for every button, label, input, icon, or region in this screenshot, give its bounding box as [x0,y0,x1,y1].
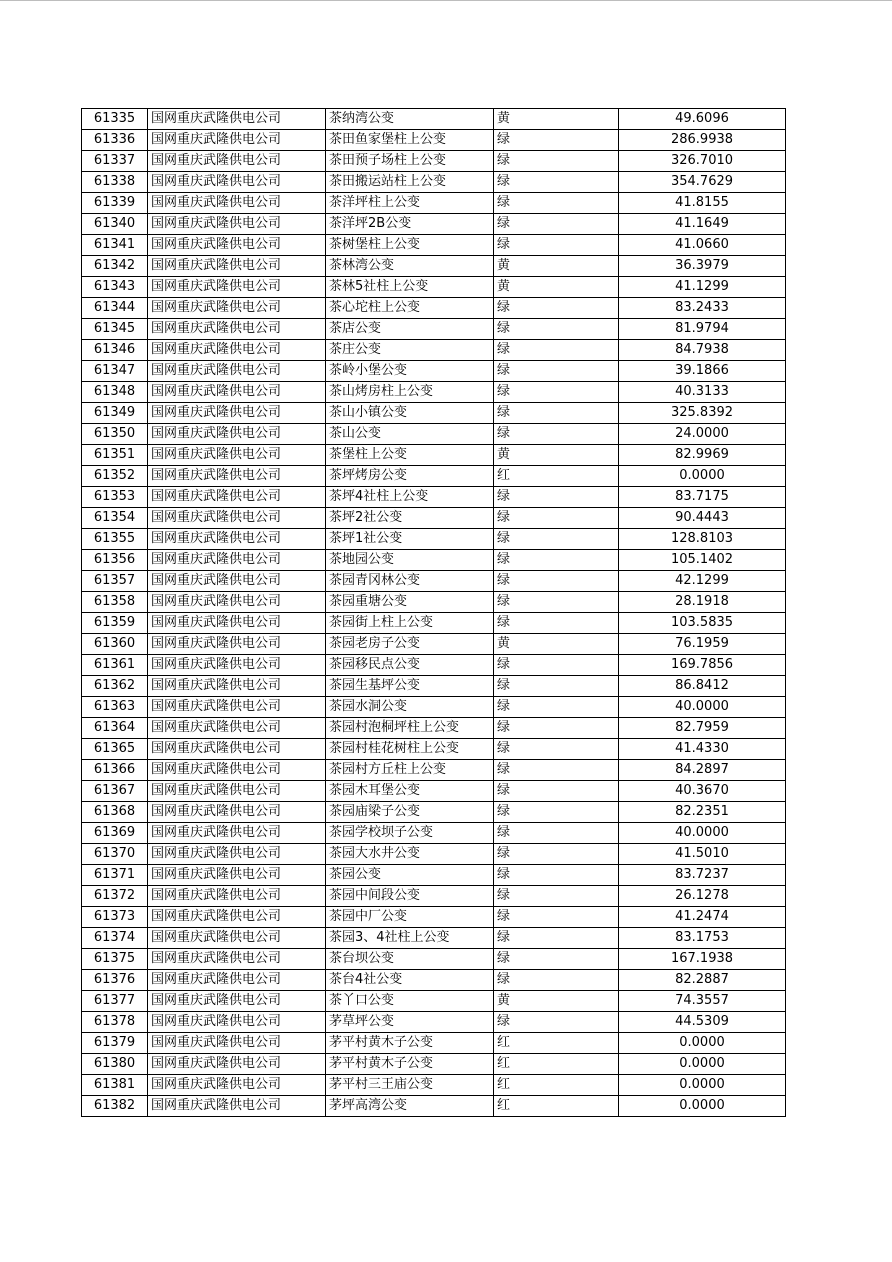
status-cell: 绿 [494,571,619,592]
company-cell: 国网重庆武隆供电公司 [148,865,326,886]
transformer-name-cell: 茶园学校坝子公变 [326,823,494,844]
row-id-cell: 61345 [82,319,148,340]
company-cell: 国网重庆武隆供电公司 [148,697,326,718]
row-id-cell: 61356 [82,550,148,571]
row-id-cell: 61363 [82,697,148,718]
status-cell: 绿 [494,697,619,718]
transformer-name-cell: 茅坪高湾公变 [326,1096,494,1117]
status-cell: 黄 [494,256,619,277]
company-cell: 国网重庆武隆供电公司 [148,886,326,907]
row-id-cell: 61382 [82,1096,148,1117]
value-cell: 0.0000 [619,466,786,487]
company-cell: 国网重庆武隆供电公司 [148,1054,326,1075]
transformer-name-cell: 茶园木耳堡公变 [326,781,494,802]
value-cell: 41.0660 [619,235,786,256]
value-cell: 40.3133 [619,382,786,403]
transformer-name-cell: 茶园生基坪公变 [326,676,494,697]
status-cell: 绿 [494,949,619,970]
value-cell: 41.8155 [619,193,786,214]
company-cell: 国网重庆武隆供电公司 [148,424,326,445]
row-id-cell: 61348 [82,382,148,403]
value-cell: 41.1649 [619,214,786,235]
transformer-name-cell: 茶园3、4社柱上公变 [326,928,494,949]
table-row [82,655,786,676]
value-cell: 49.6096 [619,109,786,130]
status-cell: 绿 [494,382,619,403]
table-row [82,466,786,487]
transformer-name-cell: 茶岭小堡公变 [326,361,494,382]
status-cell: 绿 [494,130,619,151]
company-cell: 国网重庆武隆供电公司 [148,844,326,865]
transformer-name-cell: 茶田搬运站柱上公变 [326,172,494,193]
value-cell: 39.1866 [619,361,786,382]
value-cell: 40.0000 [619,697,786,718]
transformer-name-cell: 茅平村黄木子公变 [326,1033,494,1054]
transformer-name-cell: 茶台4社公变 [326,970,494,991]
table-row [82,487,786,508]
table-row [82,424,786,445]
value-cell: 90.4443 [619,508,786,529]
status-cell: 绿 [494,361,619,382]
table-row [82,592,786,613]
company-cell: 国网重庆武隆供电公司 [148,109,326,130]
row-id-cell: 61358 [82,592,148,613]
row-id-cell: 61365 [82,739,148,760]
value-cell: 354.7629 [619,172,786,193]
row-id-cell: 61367 [82,781,148,802]
table-row [82,970,786,991]
company-cell: 国网重庆武隆供电公司 [148,781,326,802]
transformer-name-cell: 茅草坪公变 [326,1012,494,1033]
company-cell: 国网重庆武隆供电公司 [148,1012,326,1033]
status-cell: 绿 [494,529,619,550]
row-id-cell: 61375 [82,949,148,970]
transformer-name-cell: 茶园中厂公变 [326,907,494,928]
row-id-cell: 61364 [82,718,148,739]
status-cell: 绿 [494,781,619,802]
row-id-cell: 61351 [82,445,148,466]
transformer-name-cell: 茶林湾公变 [326,256,494,277]
transformer-name-cell: 茶田鱼家堡柱上公变 [326,130,494,151]
table-row [82,949,786,970]
status-cell: 绿 [494,739,619,760]
status-cell: 绿 [494,550,619,571]
value-cell: 41.2474 [619,907,786,928]
transformer-name-cell: 茶堡柱上公变 [326,445,494,466]
company-cell: 国网重庆武隆供电公司 [148,487,326,508]
value-cell: 36.3979 [619,256,786,277]
table-row [82,886,786,907]
table-row [82,550,786,571]
row-id-cell: 61339 [82,193,148,214]
table-row [82,130,786,151]
status-cell: 绿 [494,487,619,508]
status-cell: 红 [494,1033,619,1054]
value-cell: 167.1938 [619,949,786,970]
table-row [82,571,786,592]
value-cell: 26.1278 [619,886,786,907]
company-cell: 国网重庆武隆供电公司 [148,907,326,928]
company-cell: 国网重庆武隆供电公司 [148,1075,326,1096]
transformer-name-cell: 茶园老房子公变 [326,634,494,655]
status-cell: 绿 [494,592,619,613]
status-cell: 黄 [494,109,619,130]
transformer-name-cell: 茶店公变 [326,319,494,340]
status-cell: 绿 [494,907,619,928]
value-cell: 82.2351 [619,802,786,823]
status-cell: 绿 [494,886,619,907]
status-cell: 绿 [494,235,619,256]
status-cell: 绿 [494,151,619,172]
value-cell: 40.3670 [619,781,786,802]
transformer-name-cell: 茶地园公变 [326,550,494,571]
status-cell: 绿 [494,802,619,823]
table-row [82,1033,786,1054]
table-row [82,781,786,802]
value-cell: 28.1918 [619,592,786,613]
row-id-cell: 61350 [82,424,148,445]
company-cell: 国网重庆武隆供电公司 [148,928,326,949]
company-cell: 国网重庆武隆供电公司 [148,739,326,760]
company-cell: 国网重庆武隆供电公司 [148,634,326,655]
value-cell: 0.0000 [619,1075,786,1096]
row-id-cell: 61346 [82,340,148,361]
row-id-cell: 61366 [82,760,148,781]
transformer-name-cell: 茶林5社柱上公变 [326,277,494,298]
transformer-name-cell: 茶园水洞公变 [326,697,494,718]
company-cell: 国网重庆武隆供电公司 [148,718,326,739]
transformer-name-cell: 茶园村桂花树柱上公变 [326,739,494,760]
status-cell: 绿 [494,760,619,781]
status-cell: 绿 [494,319,619,340]
row-id-cell: 61352 [82,466,148,487]
row-id-cell: 61343 [82,277,148,298]
company-cell: 国网重庆武隆供电公司 [148,256,326,277]
status-cell: 绿 [494,718,619,739]
table-row [82,256,786,277]
table-row [82,907,786,928]
value-cell: 84.7938 [619,340,786,361]
status-cell: 黄 [494,277,619,298]
status-cell: 红 [494,1096,619,1117]
table-body [82,109,786,1117]
value-cell: 128.8103 [619,529,786,550]
value-cell: 83.2433 [619,298,786,319]
row-id-cell: 61354 [82,508,148,529]
row-id-cell: 61355 [82,529,148,550]
transformer-name-cell: 茶坪烤房公变 [326,466,494,487]
table-row [82,1075,786,1096]
table-row [82,1096,786,1117]
value-cell: 0.0000 [619,1096,786,1117]
transformer-name-cell: 茶坪4社柱上公变 [326,487,494,508]
transformer-name-cell: 茶园重塘公变 [326,592,494,613]
page-top-rule [0,0,892,1]
company-cell: 国网重庆武隆供电公司 [148,676,326,697]
table-row [82,214,786,235]
status-cell: 红 [494,1075,619,1096]
value-cell: 82.7959 [619,718,786,739]
value-cell: 41.1299 [619,277,786,298]
table-row [82,697,786,718]
value-cell: 286.9938 [619,130,786,151]
row-id-cell: 61344 [82,298,148,319]
table-row [82,151,786,172]
row-id-cell: 61335 [82,109,148,130]
transformer-name-cell: 茶山烤房柱上公变 [326,382,494,403]
transformer-name-cell: 茶园村方丘柱上公变 [326,760,494,781]
status-cell: 绿 [494,424,619,445]
status-cell: 黄 [494,445,619,466]
transformer-name-cell: 茶园青冈林公变 [326,571,494,592]
row-id-cell: 61347 [82,361,148,382]
status-cell: 绿 [494,613,619,634]
status-cell: 绿 [494,823,619,844]
row-id-cell: 61376 [82,970,148,991]
transformer-name-cell: 茶园公变 [326,865,494,886]
row-id-cell: 61380 [82,1054,148,1075]
row-id-cell: 61338 [82,172,148,193]
transformer-name-cell: 茶田预子场柱上公变 [326,151,494,172]
company-cell: 国网重庆武隆供电公司 [148,193,326,214]
table-row [82,109,786,130]
value-cell: 83.7237 [619,865,786,886]
status-cell: 绿 [494,844,619,865]
table-row [82,235,786,256]
company-cell: 国网重庆武隆供电公司 [148,529,326,550]
status-cell: 绿 [494,214,619,235]
table-row [82,823,786,844]
company-cell: 国网重庆武隆供电公司 [148,445,326,466]
row-id-cell: 61377 [82,991,148,1012]
company-cell: 国网重庆武隆供电公司 [148,319,326,340]
transformer-name-cell: 茶树堡柱上公变 [326,235,494,256]
row-id-cell: 61372 [82,886,148,907]
company-cell: 国网重庆武隆供电公司 [148,382,326,403]
transformer-name-cell: 茶台坝公变 [326,949,494,970]
transformer-name-cell: 茶坪2社公变 [326,508,494,529]
row-id-cell: 61360 [82,634,148,655]
value-cell: 74.3557 [619,991,786,1012]
table-row [82,802,786,823]
company-cell: 国网重庆武隆供电公司 [148,361,326,382]
row-id-cell: 61337 [82,151,148,172]
value-cell: 0.0000 [619,1054,786,1075]
row-id-cell: 61371 [82,865,148,886]
status-cell: 绿 [494,403,619,424]
row-id-cell: 61369 [82,823,148,844]
transformer-table [81,108,786,1117]
table-row [82,193,786,214]
value-cell: 76.1959 [619,634,786,655]
table-row [82,340,786,361]
company-cell: 国网重庆武隆供电公司 [148,277,326,298]
company-cell: 国网重庆武隆供电公司 [148,403,326,424]
status-cell: 红 [494,1054,619,1075]
status-cell: 绿 [494,1012,619,1033]
company-cell: 国网重庆武隆供电公司 [148,298,326,319]
table-row [82,319,786,340]
transformer-name-cell: 茶洋坪2B公变 [326,214,494,235]
company-cell: 国网重庆武隆供电公司 [148,991,326,1012]
company-cell: 国网重庆武隆供电公司 [148,949,326,970]
transformer-name-cell: 茶园庙梁子公变 [326,802,494,823]
table-row [82,760,786,781]
row-id-cell: 61342 [82,256,148,277]
transformer-name-cell: 茶纳湾公变 [326,109,494,130]
value-cell: 0.0000 [619,1033,786,1054]
transformer-name-cell: 茶心坨柱上公变 [326,298,494,319]
value-cell: 169.7856 [619,655,786,676]
transformer-name-cell: 茶园中间段公变 [326,886,494,907]
value-cell: 40.0000 [619,823,786,844]
row-id-cell: 61368 [82,802,148,823]
transformer-name-cell: 茅平村黄木子公变 [326,1054,494,1075]
transformer-name-cell: 茶园村泡桐坪柱上公变 [326,718,494,739]
value-cell: 83.7175 [619,487,786,508]
table-row [82,634,786,655]
value-cell: 84.2897 [619,760,786,781]
company-cell: 国网重庆武隆供电公司 [148,235,326,256]
transformer-name-cell: 茶丫口公变 [326,991,494,1012]
table-row [82,382,786,403]
company-cell: 国网重庆武隆供电公司 [148,508,326,529]
transformer-name-cell: 茶园大水井公变 [326,844,494,865]
company-cell: 国网重庆武隆供电公司 [148,466,326,487]
table-row [82,928,786,949]
table-row [82,445,786,466]
transformer-name-cell: 茶园街上柱上公变 [326,613,494,634]
company-cell: 国网重庆武隆供电公司 [148,550,326,571]
value-cell: 81.9794 [619,319,786,340]
table-row [82,508,786,529]
table-row [82,844,786,865]
value-cell: 82.2887 [619,970,786,991]
row-id-cell: 61379 [82,1033,148,1054]
value-cell: 103.5835 [619,613,786,634]
company-cell: 国网重庆武隆供电公司 [148,214,326,235]
value-cell: 24.0000 [619,424,786,445]
transformer-name-cell: 茅平村三王庙公变 [326,1075,494,1096]
table-row [82,718,786,739]
transformer-name-cell: 茶洋坪柱上公变 [326,193,494,214]
status-cell: 黄 [494,991,619,1012]
value-cell: 82.9969 [619,445,786,466]
value-cell: 83.1753 [619,928,786,949]
value-cell: 86.8412 [619,676,786,697]
status-cell: 绿 [494,655,619,676]
company-cell: 国网重庆武隆供电公司 [148,130,326,151]
row-id-cell: 61349 [82,403,148,424]
value-cell: 44.5309 [619,1012,786,1033]
company-cell: 国网重庆武隆供电公司 [148,655,326,676]
table-row [82,298,786,319]
table-row [82,676,786,697]
company-cell: 国网重庆武隆供电公司 [148,172,326,193]
table-row [82,403,786,424]
value-cell: 326.7010 [619,151,786,172]
status-cell: 绿 [494,928,619,949]
company-cell: 国网重庆武隆供电公司 [148,571,326,592]
row-id-cell: 61362 [82,676,148,697]
row-id-cell: 61373 [82,907,148,928]
company-cell: 国网重庆武隆供电公司 [148,1033,326,1054]
table-row [82,529,786,550]
status-cell: 绿 [494,340,619,361]
transformer-name-cell: 茶山公变 [326,424,494,445]
status-cell: 绿 [494,298,619,319]
status-cell: 绿 [494,970,619,991]
status-cell: 红 [494,466,619,487]
table-row [82,1012,786,1033]
table-row [82,991,786,1012]
company-cell: 国网重庆武隆供电公司 [148,340,326,361]
company-cell: 国网重庆武隆供电公司 [148,970,326,991]
table-row [82,613,786,634]
table-row [82,739,786,760]
status-cell: 绿 [494,193,619,214]
company-cell: 国网重庆武隆供电公司 [148,802,326,823]
company-cell: 国网重庆武隆供电公司 [148,151,326,172]
row-id-cell: 61357 [82,571,148,592]
row-id-cell: 61359 [82,613,148,634]
transformer-name-cell: 茶园移民点公变 [326,655,494,676]
company-cell: 国网重庆武隆供电公司 [148,592,326,613]
table-row [82,865,786,886]
company-cell: 国网重庆武隆供电公司 [148,760,326,781]
row-id-cell: 61381 [82,1075,148,1096]
transformer-name-cell: 茶庄公变 [326,340,494,361]
transformer-name-cell: 茶山小镇公变 [326,403,494,424]
company-cell: 国网重庆武隆供电公司 [148,823,326,844]
table-row [82,1054,786,1075]
status-cell: 绿 [494,508,619,529]
row-id-cell: 61340 [82,214,148,235]
row-id-cell: 61353 [82,487,148,508]
row-id-cell: 61341 [82,235,148,256]
row-id-cell: 61378 [82,1012,148,1033]
status-cell: 绿 [494,865,619,886]
table-row [82,172,786,193]
value-cell: 41.5010 [619,844,786,865]
value-cell: 105.1402 [619,550,786,571]
table-row [82,277,786,298]
value-cell: 41.4330 [619,739,786,760]
status-cell: 绿 [494,172,619,193]
transformer-name-cell: 茶坪1社公变 [326,529,494,550]
table-row [82,361,786,382]
row-id-cell: 61374 [82,928,148,949]
row-id-cell: 61370 [82,844,148,865]
company-cell: 国网重庆武隆供电公司 [148,613,326,634]
company-cell: 国网重庆武隆供电公司 [148,1096,326,1117]
status-cell: 绿 [494,676,619,697]
row-id-cell: 61361 [82,655,148,676]
status-cell: 黄 [494,634,619,655]
value-cell: 325.8392 [619,403,786,424]
row-id-cell: 61336 [82,130,148,151]
value-cell: 42.1299 [619,571,786,592]
